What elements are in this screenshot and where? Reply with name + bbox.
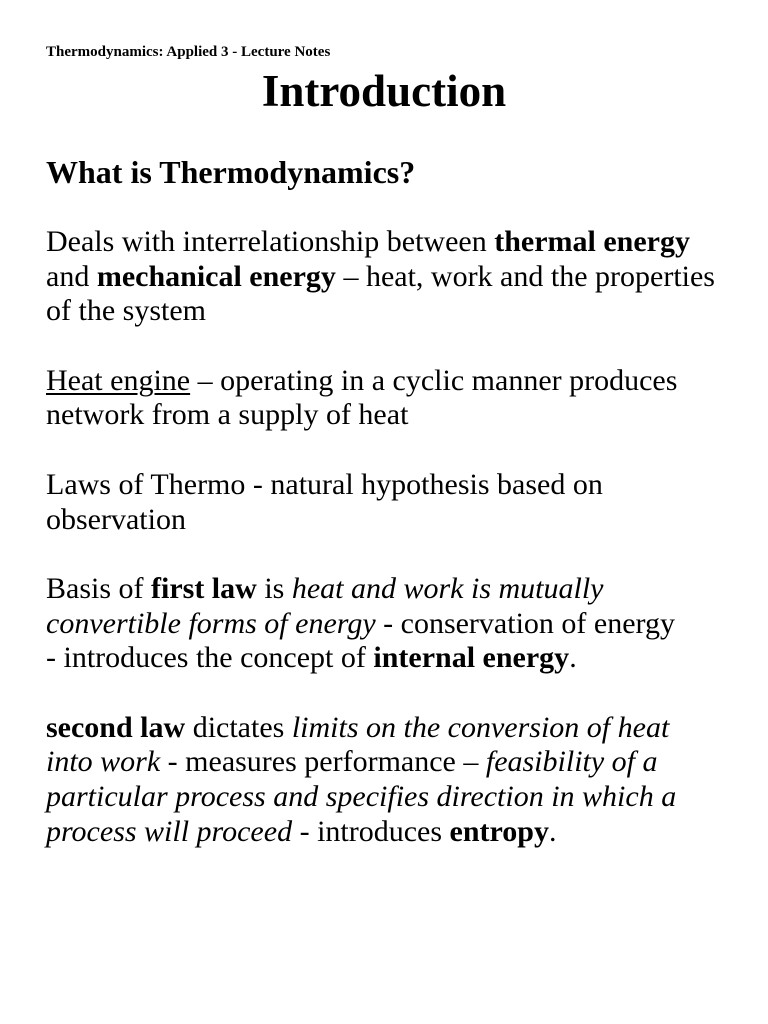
text-run: of the system [46,294,206,328]
text-run: - conservation of energy [375,606,675,640]
bold-term: second law [46,710,186,744]
text-line [46,711,746,746]
text-run: Laws of Thermo - natural hypothesis based on [46,467,603,501]
italic-phrase: particular process and specifies direction in which a [46,780,677,813]
paragraph-2 [46,364,746,433]
text-line [46,364,746,399]
bold-term: internal energy [373,641,570,675]
text-run: - introduces the concept of [46,641,374,675]
paragraph-1 [46,225,746,329]
text-line [46,745,746,780]
text-line [46,294,746,329]
text-run: – operating in a cyclic manner produces [190,363,678,397]
text-run: Basis of [46,571,151,605]
text-run: – heat, work and the properties [335,259,715,293]
text-run: network from a supply of heat [46,398,409,432]
text-line [46,815,746,850]
text-line [46,607,746,642]
body-text [46,225,746,884]
italic-phrase: into work [46,745,161,779]
italic-phrase: feasibility of a [485,745,658,779]
text-run: Deals with interrelationship between [46,225,495,258]
text-line [46,260,746,295]
bold-term: entropy [449,814,549,848]
italic-phrase: process will proceed [46,814,293,848]
page-title: Introduction [261,66,507,116]
text-line [46,503,746,538]
text-run: . [569,641,577,675]
bold-term: thermal energy [494,225,690,258]
bold-term: mechanical energy [96,259,336,293]
text-run: . [549,814,557,848]
text-run: - measures performance – [160,745,486,779]
text-run: - introduces [292,814,450,848]
paragraph-3 [46,468,746,537]
bold-term: first law [151,571,257,605]
underlined-term: Heat engine [46,363,191,397]
text-run: dictates [185,710,292,744]
italic-phrase: heat and work is mutually [291,571,604,605]
text-line [46,225,746,260]
italic-phrase: limits on the conversion of heat [291,710,670,744]
italic-phrase: convertible forms of energy [46,606,376,640]
section-heading: What is Thermodynamics? [46,154,416,190]
text-line [46,398,746,433]
running-header: Thermodynamics: Applied 3 - Lecture Notes [46,44,331,60]
text-run: is [256,571,292,605]
paragraph-5 [46,711,746,850]
text-run: and [46,259,97,293]
paragraph-4 [46,572,746,676]
text-line [46,780,746,815]
text-line [46,572,746,607]
text-line [46,641,746,676]
text-line [46,468,746,503]
text-run: observation [46,502,186,536]
